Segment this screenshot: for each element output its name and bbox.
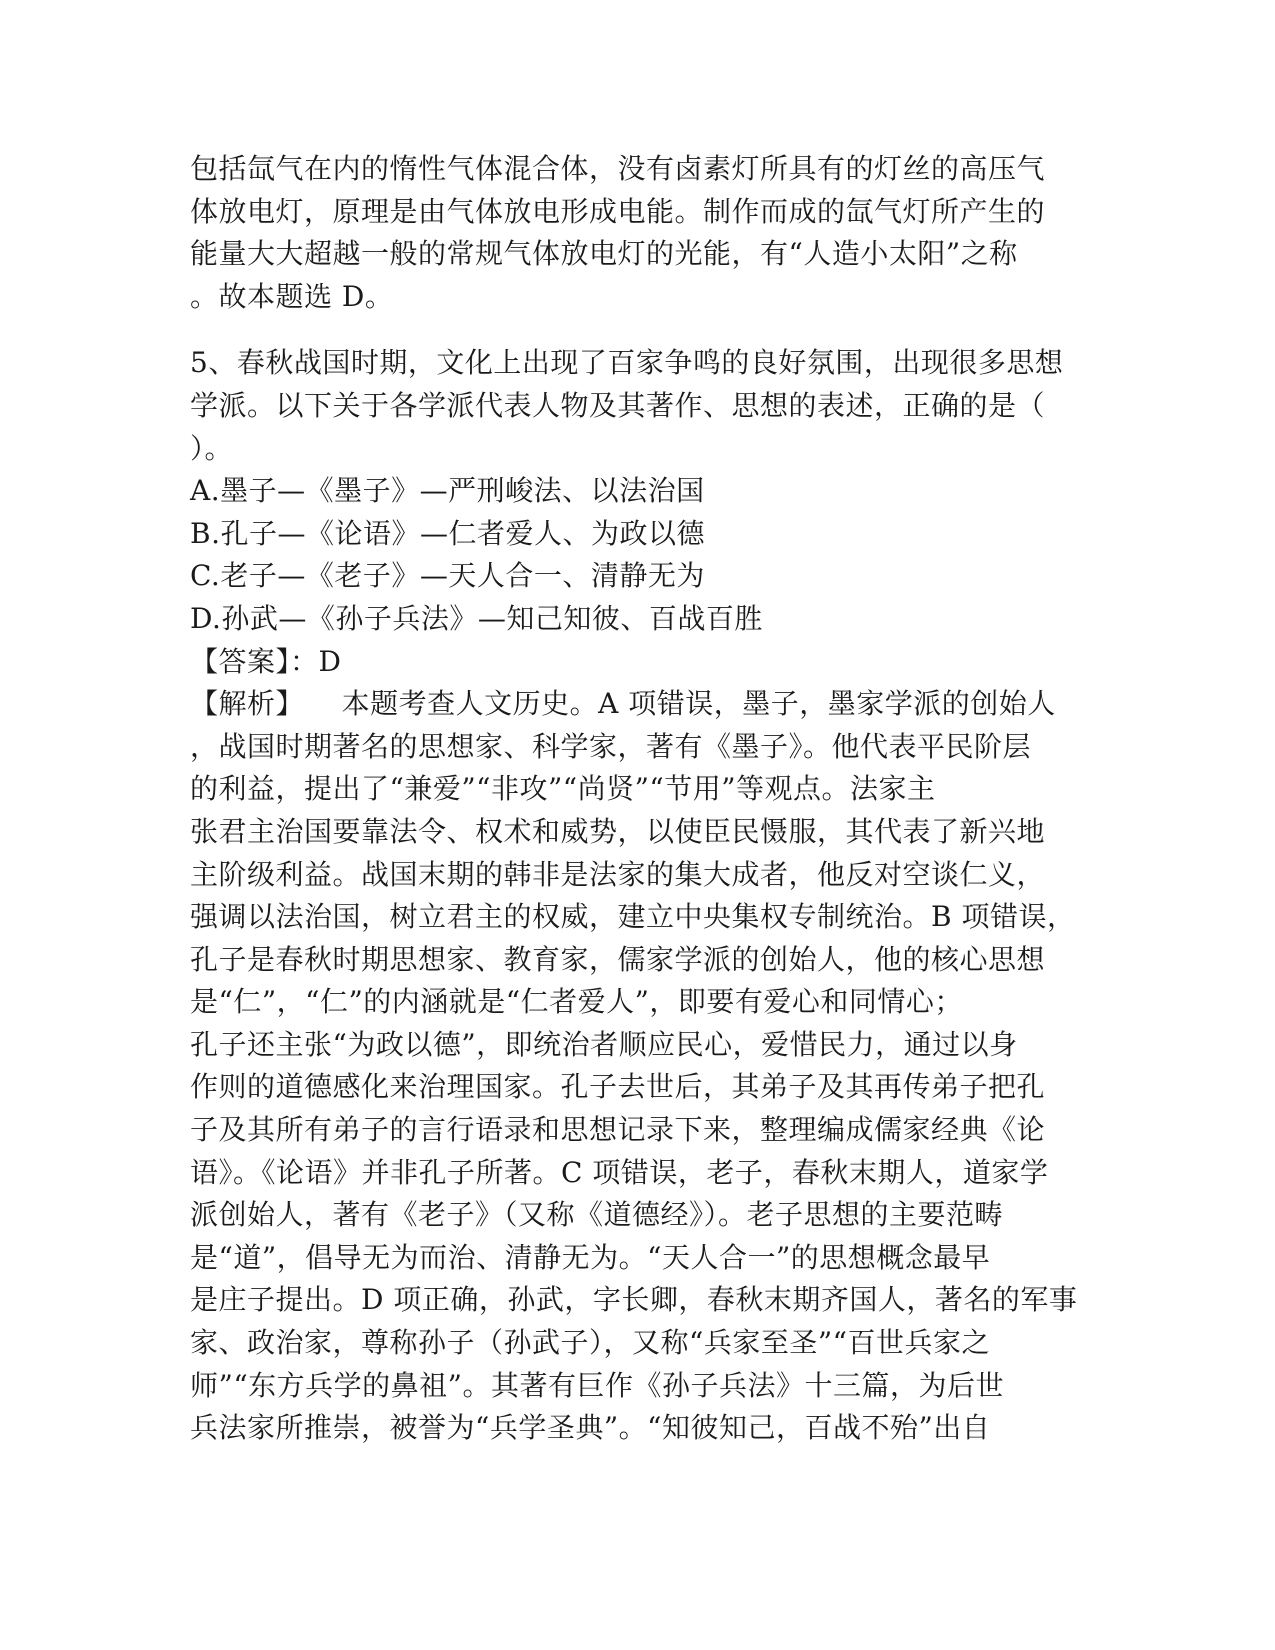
text-line: 【解析】 本题考查人文历史。A 项错误，墨子，墨家学派的创始人 bbox=[190, 687, 1056, 721]
text-line: 张君主治国要靠法令、权术和威势，以使臣民慑服，其代表了新兴地 bbox=[190, 814, 1046, 848]
option-d: D.孙武—《孙子兵法》—知己知彼、百战百胜 bbox=[190, 601, 763, 635]
text-line: 是“仁”，“仁”的内涵就是“仁者爱人”，即要有爱心和同情心； bbox=[190, 985, 963, 1019]
text-line: 是“道”，倡导无为而治、清静无为。“天人合一”的思想概念最早 bbox=[190, 1240, 991, 1274]
text-line: 作则的道德感化来治理国家。孔子去世后，其弟子及其再传弟子把孔 bbox=[190, 1070, 1046, 1104]
text-line: 家、政治家，尊称孙子（孙武子），又称“兵家至圣”“百世兵家之 bbox=[190, 1326, 990, 1360]
text-line: 语》。《论语》并非孔子所著。C 项错误，老子，春秋末期人，道家学 bbox=[190, 1155, 1049, 1189]
text-line: 派创始人，著有《老子》（又称《道德经》）。老子思想的主要范畴 bbox=[190, 1198, 1004, 1232]
text-line: 体放电灯，原理是由气体放电形成电能。制作而成的氙气灯所产生的 bbox=[190, 194, 1046, 228]
text-line: 5、春秋战国时期，文化上出现了百家争鸣的良好氛围，出现很多思想 bbox=[190, 346, 1064, 380]
text-line: 主阶级利益。战国末期的韩非是法家的集大成者，他反对空谈仁义， bbox=[190, 857, 1046, 891]
question-stem bbox=[190, 342, 1090, 470]
text-line: 兵法家所推崇，被誉为“兵学圣典”。“知彼知己，百战不殆”出自 bbox=[190, 1411, 991, 1445]
paragraph-gap bbox=[190, 318, 1090, 342]
question-options bbox=[190, 470, 1090, 640]
text-line: ，战国时期著名的思想家、科学家，著有《墨子》。他代表平民阶层 bbox=[190, 729, 1032, 763]
previous-answer-explanation bbox=[190, 148, 1090, 318]
analysis bbox=[190, 683, 1090, 1450]
text-line: 是庄子提出。D 项正确，孙武，字长卿，春秋末期齐国人，著名的军事 bbox=[190, 1283, 1078, 1317]
text-line: 的利益，提出了“兼爱”“非攻”“尚贤”“节用”等观点。法家主 bbox=[190, 772, 936, 806]
text-line: 能量大大超越一般的常规气体放电灯的光能，有“人造小太阳”之称 bbox=[190, 237, 1018, 271]
text-line: ）。 bbox=[190, 431, 234, 465]
option-c: C.老子—《老子》—天人合一、清静无为 bbox=[190, 559, 705, 593]
text-line: 师”“东方兵学的鼻祖”。其著有巨作《孙子兵法》十三篇，为后世 bbox=[190, 1368, 1004, 1402]
text-line: 学派。以下关于各学派代表人物及其著作、思想的表述，正确的是（ bbox=[190, 388, 1046, 422]
text-line: 强调以法治国，树立君主的权威，建立中央集权专制统治。B 项错误， bbox=[190, 900, 1076, 934]
text-line: 孔子还主张“为政以德”，即统治者顺应民心，爱惜民力，通过以身 bbox=[190, 1027, 1018, 1061]
option-a: A.墨子—《墨子》—严刑峻法、以法治国 bbox=[190, 474, 705, 508]
text-line: 包括氙气在内的惰性气体混合体，没有卤素灯所具有的灯丝的高压气 bbox=[190, 152, 1046, 185]
text-line: 子及其所有弟子的言行语录和思想记录下来，整理编成儒家经典《论 bbox=[190, 1113, 1046, 1147]
answer-line: 【答案】：D bbox=[190, 644, 342, 678]
question-block bbox=[190, 342, 1090, 1449]
text-line: 孔子是春秋时期思想家、教育家，儒家学派的创始人，他的核心思想 bbox=[190, 942, 1046, 976]
option-b: B.孔子—《论语》—仁者爱人、为政以德 bbox=[190, 516, 705, 550]
document-page bbox=[190, 148, 1090, 1450]
text-line: 。故本题选 D。 bbox=[190, 279, 394, 313]
